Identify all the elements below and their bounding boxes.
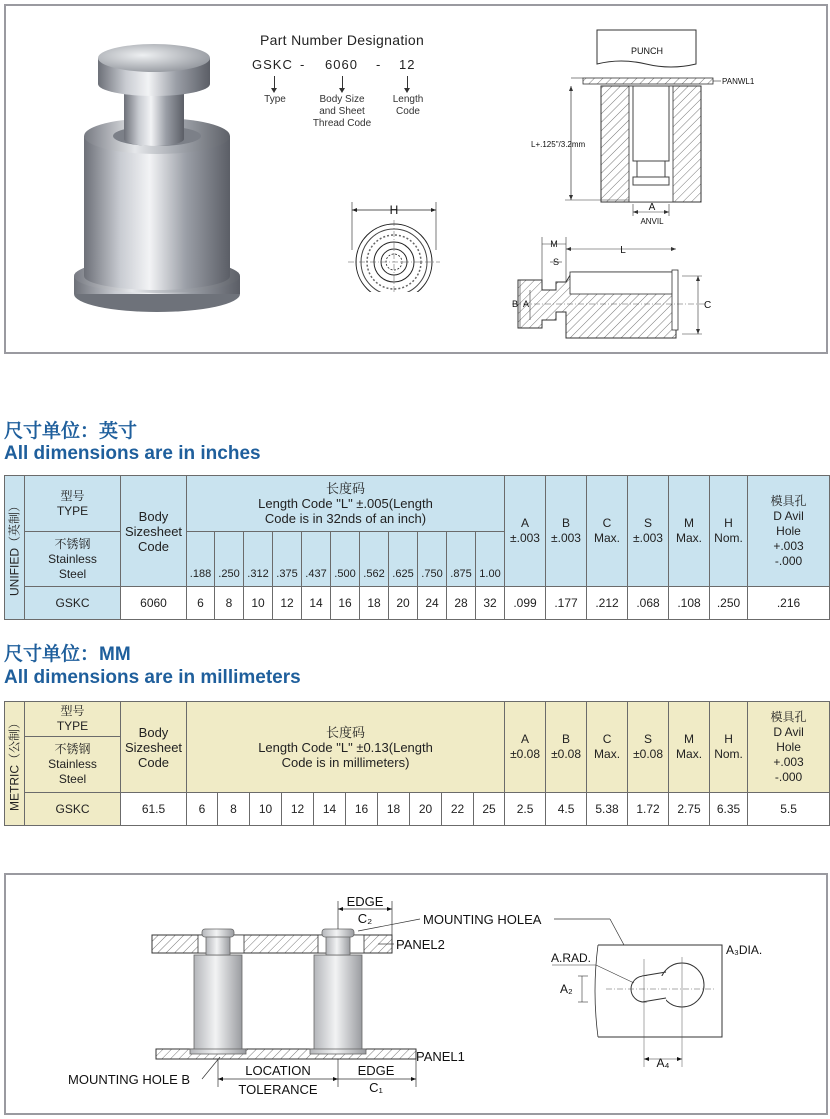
panel2-label: PANEL2 xyxy=(396,937,445,952)
top-illustration-panel xyxy=(4,4,828,354)
unified-row-length-7: 20 xyxy=(389,587,418,620)
pn-type-code: GSKC xyxy=(252,57,293,72)
metric-row-length-9: 25 xyxy=(474,793,505,826)
unified-row-body: 6060 xyxy=(121,587,187,620)
metric-row-length-8: 22 xyxy=(442,793,474,826)
unified-s-1: S xyxy=(644,516,653,530)
unified-length-cell xyxy=(187,476,505,532)
a-rad-label: A.RAD. xyxy=(551,951,592,965)
metric-d-1: 模具孔 xyxy=(770,709,807,724)
a2-label: A₂ xyxy=(560,982,573,996)
metric-m-2: Max. xyxy=(676,747,703,761)
metric-c-cell xyxy=(587,702,628,793)
unified-heading-cn: 尺寸单位：英寸 xyxy=(4,421,138,442)
a-dim-label: A xyxy=(648,202,656,213)
metric-heading-cn: 尺寸单位：MM xyxy=(4,644,131,665)
unified-row-c: .212 xyxy=(587,587,628,620)
metric-spec-table xyxy=(4,701,830,826)
stud-illustration xyxy=(62,36,252,326)
unified-model-en: TYPE xyxy=(56,503,89,518)
unified-h-1: H xyxy=(724,516,733,530)
metric-d-5: -.000 xyxy=(774,769,803,784)
metric-c-1: C xyxy=(602,732,612,746)
unified-side-cell xyxy=(5,476,25,620)
unified-material-cn: 不锈钢 xyxy=(54,536,91,551)
metric-h-1: H xyxy=(724,732,733,746)
metric-s-2: ±0.08 xyxy=(633,747,664,761)
unified-b-cell xyxy=(546,476,587,587)
metric-row-length-3: 12 xyxy=(282,793,314,826)
top-view-drawing xyxy=(344,192,444,292)
unified-row-a: .099 xyxy=(505,587,546,620)
metric-row-length-7: 20 xyxy=(410,793,442,826)
metric-m-1: M xyxy=(684,732,695,746)
metric-row-m: 2.75 xyxy=(669,793,710,826)
unified-d-2: D Avil xyxy=(773,508,804,523)
unified-length-sub-8: .750 xyxy=(418,532,447,587)
unified-length-sub-7: .625 xyxy=(389,532,418,587)
metric-heading-en: All dimensions are in millimeters xyxy=(4,667,301,688)
unified-row-type: GSKC xyxy=(25,587,121,620)
metric-side-label: METRIC（公制） xyxy=(7,716,21,811)
metric-length-en-1: Length Code "L" ±0.13(Length xyxy=(258,739,433,755)
c2-label: C₂ xyxy=(357,911,373,926)
unified-row-length-2: 10 xyxy=(244,587,273,620)
metric-row-length-5: 16 xyxy=(346,793,378,826)
unified-s-2: ±.003 xyxy=(633,531,663,545)
unified-c-cell xyxy=(587,476,628,587)
location-label: LOCATION xyxy=(245,1063,311,1078)
metric-b-2: ±0.08 xyxy=(551,747,582,761)
unified-row-length-1: 8 xyxy=(215,587,244,620)
metric-model-cn: 型号 xyxy=(60,704,85,718)
punch-label: PUNCH xyxy=(630,46,664,56)
l-dim-label-2: L xyxy=(620,245,626,256)
metric-body-3: Code xyxy=(137,754,170,770)
metric-a-2: ±0.08 xyxy=(510,747,541,761)
unified-h-2: Nom. xyxy=(714,531,743,545)
pn-size-label-2: and Sheet xyxy=(319,106,365,117)
unified-length-sub-0: .188 xyxy=(187,532,215,587)
metric-row-length-6: 18 xyxy=(378,793,410,826)
metric-row-s: 1.72 xyxy=(628,793,669,826)
metric-side-cell xyxy=(5,702,25,826)
unified-body-1: Body xyxy=(138,508,169,524)
metric-row-a: 2.5 xyxy=(505,793,546,826)
unified-body-cell xyxy=(121,476,187,587)
unified-a-2: ±.003 xyxy=(510,531,540,545)
b-dim-label: B xyxy=(511,299,519,309)
unified-d-5: -.000 xyxy=(774,553,803,568)
c-dim-label: C xyxy=(704,300,712,311)
pn-length-label xyxy=(387,94,429,118)
hole-b-label: MOUNTING HOLE B xyxy=(68,1072,191,1087)
edge-top-label: EDGE xyxy=(346,894,384,909)
h-label: H xyxy=(389,203,399,217)
unified-m-1: M xyxy=(684,516,695,530)
metric-row-type: GSKC xyxy=(25,793,121,826)
metric-d-cell xyxy=(748,702,830,793)
unified-side-label: UNIFIED（英制） xyxy=(7,499,21,596)
pn-size-arrow xyxy=(342,76,343,89)
pn-size-label xyxy=(306,94,378,130)
pn-length-label-1: Length xyxy=(392,94,424,105)
unified-a-cell xyxy=(505,476,546,587)
unified-material-en-1: Stainless xyxy=(48,551,97,566)
metric-s-1: S xyxy=(644,732,653,746)
unified-row-length-9: 28 xyxy=(447,587,476,620)
unified-m-cell xyxy=(669,476,710,587)
mounting-panel xyxy=(4,873,828,1115)
pn-size-code: 6060 xyxy=(325,57,358,72)
unified-row-b: .177 xyxy=(546,587,587,620)
anvil-label: ANVIL xyxy=(640,217,664,226)
metric-row-b: 4.5 xyxy=(546,793,587,826)
unified-length-sub-9: .875 xyxy=(447,532,476,587)
pn-length-arrow xyxy=(407,76,408,89)
m-dim-label: M xyxy=(550,239,558,249)
unified-d-3: Hole xyxy=(776,523,801,538)
metric-length-cn: 长度码 xyxy=(326,724,366,740)
metric-length-cell xyxy=(187,702,505,793)
unified-m-2: Max. xyxy=(676,531,703,545)
metric-material-en-2: Steel xyxy=(58,772,87,786)
unified-d-cell xyxy=(748,476,830,587)
metric-h-cell xyxy=(710,702,748,793)
unified-length-sub-1: .250 xyxy=(215,532,244,587)
unified-row-h: .250 xyxy=(710,587,748,620)
metric-row-d: 5.5 xyxy=(748,793,830,826)
unified-row-length-0: 6 xyxy=(187,587,215,620)
metric-a-1: A xyxy=(521,732,530,746)
a4-label: A₄ xyxy=(656,1056,670,1070)
panel1-label: PANEL1 xyxy=(416,1049,465,1064)
metric-d-2: D Avil xyxy=(773,724,804,739)
metric-data-row xyxy=(5,793,830,826)
metric-d-3: Hole xyxy=(776,739,801,754)
metric-length-en-2: Code is in millimeters) xyxy=(281,754,410,770)
unified-row-length-3: 12 xyxy=(273,587,302,620)
a3-dia-label: A₃DIA. xyxy=(726,943,763,957)
unified-a-1: A xyxy=(521,516,530,530)
unified-length-en-2: Code is in 32nds of an inch) xyxy=(264,511,427,526)
unified-heading-en: All dimensions are in inches xyxy=(4,443,261,464)
pn-dash-2: - xyxy=(376,57,382,72)
unified-c-2: Max. xyxy=(594,531,621,545)
unified-row-length-6: 18 xyxy=(360,587,389,620)
metric-row-length-4: 14 xyxy=(314,793,346,826)
s-dim-label: S xyxy=(552,257,560,267)
a2-dim-label: A xyxy=(522,299,530,309)
unified-spec-table xyxy=(4,475,830,620)
hole-a-label: MOUNTING HOLEA xyxy=(423,912,542,927)
unified-row-m: .108 xyxy=(669,587,710,620)
metric-row-c: 5.38 xyxy=(587,793,628,826)
unified-length-sub-5: .500 xyxy=(331,532,360,587)
unified-body-2: Sizesheet xyxy=(124,523,183,539)
unified-s-cell xyxy=(628,476,669,587)
metric-body-2: Sizesheet xyxy=(124,739,183,755)
unified-material-en-2: Steel xyxy=(58,566,87,581)
metric-b-cell xyxy=(546,702,587,793)
metric-body-1: Body xyxy=(138,724,169,740)
metric-model-cell xyxy=(25,702,121,737)
metric-a-cell xyxy=(505,702,546,793)
pn-size-label-3: Thread Code xyxy=(312,118,372,129)
unified-row-length-4: 14 xyxy=(302,587,331,620)
part-number-title: Part Number Designation xyxy=(260,32,425,48)
unified-c-1: C xyxy=(602,516,612,530)
unified-h-cell xyxy=(710,476,748,587)
unified-d-4: +.003 xyxy=(773,538,804,553)
metric-m-cell xyxy=(669,702,710,793)
edge-bottom-label: EDGE xyxy=(357,1063,395,1078)
metric-b-1: B xyxy=(562,732,571,746)
unified-row-length-5: 16 xyxy=(331,587,360,620)
pn-length-label-2: Code xyxy=(396,106,420,117)
pn-type-arrow xyxy=(274,76,275,89)
metric-material-cell xyxy=(25,737,121,793)
unified-length-sub-2: .312 xyxy=(244,532,273,587)
metric-row-length-1: 8 xyxy=(218,793,250,826)
unified-length-sub-6: .562 xyxy=(360,532,389,587)
l-dim-label: L+.125"/3.2mm xyxy=(531,140,586,149)
pn-type-label xyxy=(256,94,294,106)
tolerance-label: TOLERANCE xyxy=(238,1082,318,1097)
unified-row-length-10: 32 xyxy=(476,587,505,620)
unified-material-cell xyxy=(25,532,121,587)
pn-size-label-1: Body Size xyxy=(319,94,365,105)
metric-row-length-2: 10 xyxy=(250,793,282,826)
unified-body-3: Code xyxy=(137,538,170,554)
c1-label: C₁ xyxy=(369,1080,383,1095)
unified-length-sub-4: .437 xyxy=(302,532,331,587)
mounting-drawing xyxy=(6,875,826,1113)
metric-row-length-0: 6 xyxy=(187,793,218,826)
metric-h-2: Nom. xyxy=(714,747,743,761)
metric-material-cn: 不锈钢 xyxy=(54,742,91,756)
metric-row-body: 61.5 xyxy=(121,793,187,826)
metric-model-en: TYPE xyxy=(56,719,89,733)
unified-model-cn: 型号 xyxy=(60,488,85,503)
panwl-label: PANWL1 xyxy=(722,77,755,86)
unified-data-row xyxy=(5,587,830,620)
unified-row-d: .216 xyxy=(748,587,830,620)
unified-d-1: 模具孔 xyxy=(770,493,807,508)
unified-length-sub-10: 1.00 xyxy=(476,532,505,587)
side-section-drawing xyxy=(506,232,721,342)
pn-type-label-text: Type xyxy=(264,94,286,105)
unified-length-cn: 长度码 xyxy=(326,481,366,496)
unified-b-1: B xyxy=(562,516,571,530)
unified-length-sub-3: .375 xyxy=(273,532,302,587)
pn-dash-1: - xyxy=(300,57,306,72)
metric-row-h: 6.35 xyxy=(710,793,748,826)
unified-row-length-8: 24 xyxy=(418,587,447,620)
punch-anvil-drawing xyxy=(521,24,781,229)
unified-model-cell xyxy=(25,476,121,532)
unified-b-2: ±.003 xyxy=(551,531,581,545)
metric-s-cell xyxy=(628,702,669,793)
metric-d-4: +.003 xyxy=(773,754,804,769)
metric-c-2: Max. xyxy=(594,747,621,761)
pn-length-code: 12 xyxy=(399,57,416,72)
metric-body-cell xyxy=(121,702,187,793)
unified-row-s: .068 xyxy=(628,587,669,620)
metric-material-en-1: Stainless xyxy=(48,757,97,771)
unified-length-en-1: Length Code "L" ±.005(Length xyxy=(258,496,433,511)
